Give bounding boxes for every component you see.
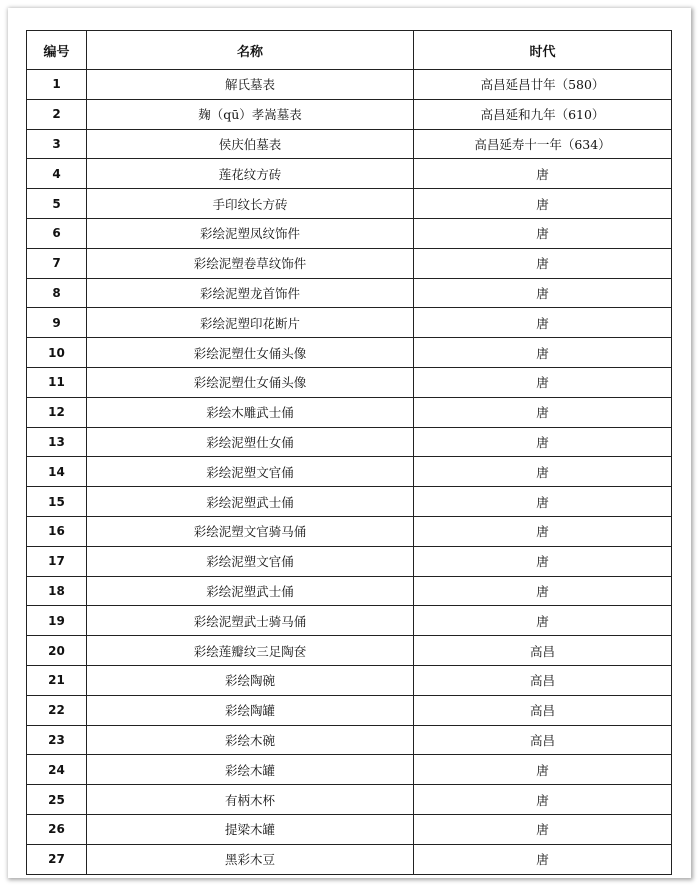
cell-era: 高昌 bbox=[414, 636, 672, 666]
table-row bbox=[27, 606, 672, 636]
cell-name: 彩绘泥塑武士俑 bbox=[87, 487, 414, 517]
cell-number: 12 bbox=[27, 397, 87, 427]
cell-era: 唐 bbox=[414, 606, 672, 636]
cell-number: 18 bbox=[27, 576, 87, 606]
header-name: 名称 bbox=[87, 31, 414, 70]
cell-name: 彩绘泥塑武士骑马俑 bbox=[87, 606, 414, 636]
document-page bbox=[8, 8, 691, 878]
cell-number: 6 bbox=[27, 218, 87, 248]
cell-number: 13 bbox=[27, 427, 87, 457]
table-row bbox=[27, 70, 672, 100]
cell-name: 彩绘木罐 bbox=[87, 755, 414, 785]
table-row bbox=[27, 308, 672, 338]
cell-era: 唐 bbox=[414, 397, 672, 427]
cell-number: 10 bbox=[27, 338, 87, 368]
table-row bbox=[27, 665, 672, 695]
cell-number: 21 bbox=[27, 665, 87, 695]
cell-number: 9 bbox=[27, 308, 87, 338]
cell-era: 唐 bbox=[414, 487, 672, 517]
table-row bbox=[27, 487, 672, 517]
cell-name: 彩绘泥塑印花断片 bbox=[87, 308, 414, 338]
cell-number: 7 bbox=[27, 248, 87, 278]
cell-number: 4 bbox=[27, 159, 87, 189]
table-row bbox=[27, 129, 672, 159]
cell-name: 彩绘泥塑凤纹饰件 bbox=[87, 218, 414, 248]
table-row bbox=[27, 189, 672, 219]
cell-name: 彩绘木碗 bbox=[87, 725, 414, 755]
table-row bbox=[27, 814, 672, 844]
table-row bbox=[27, 248, 672, 278]
table-row bbox=[27, 636, 672, 666]
table-row bbox=[27, 755, 672, 785]
cell-number: 11 bbox=[27, 367, 87, 397]
cell-name: 彩绘泥塑卷草纹饰件 bbox=[87, 248, 414, 278]
cell-number: 27 bbox=[27, 844, 87, 874]
cell-era: 唐 bbox=[414, 755, 672, 785]
cell-number: 22 bbox=[27, 695, 87, 725]
cell-era: 唐 bbox=[414, 576, 672, 606]
cell-number: 5 bbox=[27, 189, 87, 219]
table-header-row bbox=[27, 31, 672, 70]
cell-era: 唐 bbox=[414, 516, 672, 546]
cell-number: 1 bbox=[27, 70, 87, 100]
cell-era: 唐 bbox=[414, 308, 672, 338]
table-row bbox=[27, 576, 672, 606]
cell-era: 唐 bbox=[414, 844, 672, 874]
cell-era: 高昌 bbox=[414, 665, 672, 695]
cell-name: 彩绘泥塑文官俑 bbox=[87, 457, 414, 487]
table-row bbox=[27, 99, 672, 129]
cell-era: 高昌 bbox=[414, 725, 672, 755]
cell-name: 彩绘陶罐 bbox=[87, 695, 414, 725]
cell-name: 彩绘木雕武士俑 bbox=[87, 397, 414, 427]
table-row bbox=[27, 695, 672, 725]
cell-name: 有柄木杯 bbox=[87, 785, 414, 815]
cell-name: 彩绘泥塑武士俑 bbox=[87, 576, 414, 606]
cell-era: 高昌 bbox=[414, 695, 672, 725]
cell-name: 彩绘泥塑仕女俑 bbox=[87, 427, 414, 457]
cell-name: 手印纹长方砖 bbox=[87, 189, 414, 219]
relics-table bbox=[26, 30, 672, 875]
cell-era: 唐 bbox=[414, 785, 672, 815]
cell-era: 唐 bbox=[414, 159, 672, 189]
table-row bbox=[27, 844, 672, 874]
cell-number: 25 bbox=[27, 785, 87, 815]
table-body bbox=[27, 70, 672, 875]
cell-number: 20 bbox=[27, 636, 87, 666]
cell-name: 黑彩木豆 bbox=[87, 844, 414, 874]
table-row bbox=[27, 159, 672, 189]
cell-era: 唐 bbox=[414, 278, 672, 308]
table-row bbox=[27, 367, 672, 397]
cell-era: 唐 bbox=[414, 367, 672, 397]
table-row bbox=[27, 785, 672, 815]
cell-number: 15 bbox=[27, 487, 87, 517]
cell-era: 唐 bbox=[414, 546, 672, 576]
header-era: 时代 bbox=[414, 31, 672, 70]
cell-number: 19 bbox=[27, 606, 87, 636]
cell-number: 14 bbox=[27, 457, 87, 487]
cell-era: 唐 bbox=[414, 457, 672, 487]
cell-era: 高昌延昌廿年（580） bbox=[414, 70, 672, 100]
table-row bbox=[27, 278, 672, 308]
cell-era: 唐 bbox=[414, 427, 672, 457]
cell-number: 3 bbox=[27, 129, 87, 159]
cell-number: 2 bbox=[27, 99, 87, 129]
cell-era: 唐 bbox=[414, 338, 672, 368]
cell-era: 高昌延和九年（610） bbox=[414, 99, 672, 129]
table-row bbox=[27, 546, 672, 576]
cell-name: 彩绘泥塑文官骑马俑 bbox=[87, 516, 414, 546]
cell-number: 26 bbox=[27, 814, 87, 844]
table-row bbox=[27, 218, 672, 248]
table-row bbox=[27, 725, 672, 755]
cell-number: 23 bbox=[27, 725, 87, 755]
cell-era: 唐 bbox=[414, 189, 672, 219]
cell-name: 解氏墓表 bbox=[87, 70, 414, 100]
cell-number: 24 bbox=[27, 755, 87, 785]
cell-number: 17 bbox=[27, 546, 87, 576]
cell-era: 高昌延寿十一年（634） bbox=[414, 129, 672, 159]
cell-name: 麹（qū）孝嵩墓表 bbox=[87, 99, 414, 129]
cell-name: 彩绘泥塑仕女俑头像 bbox=[87, 367, 414, 397]
table-row bbox=[27, 338, 672, 368]
cell-era: 唐 bbox=[414, 218, 672, 248]
cell-era: 唐 bbox=[414, 248, 672, 278]
cell-name: 彩绘莲瓣纹三足陶奁 bbox=[87, 636, 414, 666]
cell-number: 16 bbox=[27, 516, 87, 546]
cell-name: 彩绘陶碗 bbox=[87, 665, 414, 695]
table-row bbox=[27, 427, 672, 457]
cell-name: 莲花纹方砖 bbox=[87, 159, 414, 189]
header-number: 编号 bbox=[27, 31, 87, 70]
cell-name: 彩绘泥塑龙首饰件 bbox=[87, 278, 414, 308]
cell-number: 8 bbox=[27, 278, 87, 308]
table-row bbox=[27, 516, 672, 546]
cell-name: 侯庆伯墓表 bbox=[87, 129, 414, 159]
cell-name: 彩绘泥塑仕女俑头像 bbox=[87, 338, 414, 368]
cell-era: 唐 bbox=[414, 814, 672, 844]
table-row bbox=[27, 397, 672, 427]
table-row bbox=[27, 457, 672, 487]
cell-name: 提梁木罐 bbox=[87, 814, 414, 844]
cell-name: 彩绘泥塑文官俑 bbox=[87, 546, 414, 576]
